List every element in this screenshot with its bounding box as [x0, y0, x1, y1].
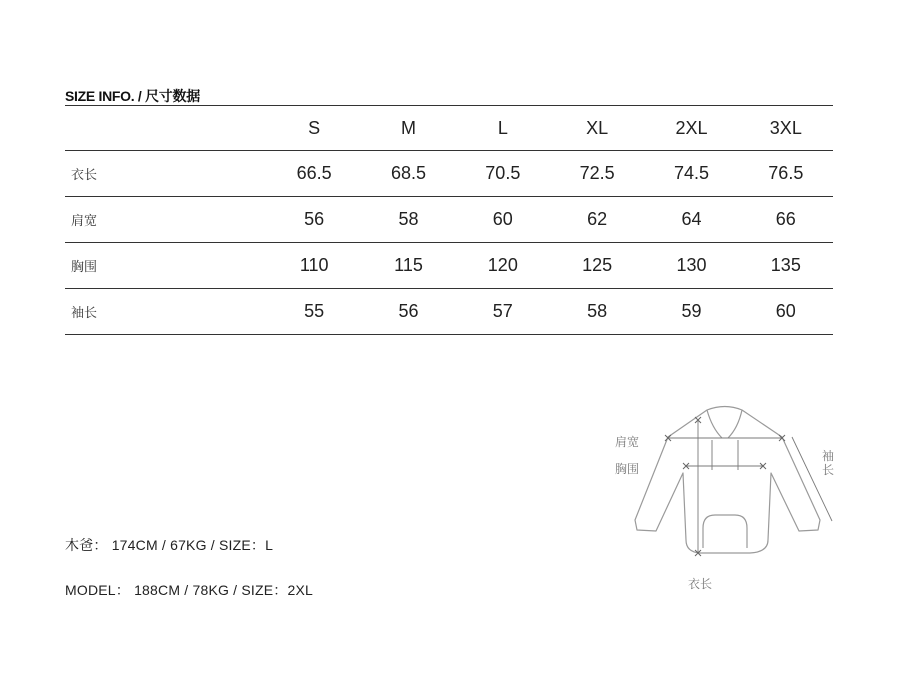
table-cell: 72.5	[550, 151, 644, 197]
table-cell: 58	[361, 197, 455, 243]
table-row	[65, 289, 833, 335]
table-cell: 110	[267, 243, 361, 289]
table-cell: 66	[739, 197, 833, 243]
table-cell: 58	[550, 289, 644, 335]
size-header: L	[456, 106, 550, 151]
table-cell: 130	[644, 243, 738, 289]
size-table	[65, 105, 833, 335]
table-cell: 56	[267, 197, 361, 243]
table-cell: 115	[361, 243, 455, 289]
table-corner-cell	[65, 106, 267, 151]
row-label: 胸围	[65, 243, 267, 289]
table-cell: 60	[739, 289, 833, 335]
table-cell: 55	[267, 289, 361, 335]
size-header: 3XL	[739, 106, 833, 151]
hoodie-measurement-diagram	[600, 395, 850, 605]
model-info-line: MODEL： 188CM / 78KG / SIZE：2XL	[65, 582, 313, 598]
table-cell: 120	[456, 243, 550, 289]
table-cell: 70.5	[456, 151, 550, 197]
table-cell: 62	[550, 197, 644, 243]
size-header: XL	[550, 106, 644, 151]
table-row	[65, 197, 833, 243]
table-cell: 125	[550, 243, 644, 289]
size-header: 2XL	[644, 106, 738, 151]
table-cell: 56	[361, 289, 455, 335]
row-label: 肩宽	[65, 197, 267, 243]
table-cell: 74.5	[644, 151, 738, 197]
table-cell: 57	[456, 289, 550, 335]
table-cell: 68.5	[361, 151, 455, 197]
row-label: 袖长	[65, 289, 267, 335]
size-header: S	[267, 106, 361, 151]
table-cell: 135	[739, 243, 833, 289]
row-label: 衣长	[65, 151, 267, 197]
table-row	[65, 243, 833, 289]
table-cell: 64	[644, 197, 738, 243]
model-info-line: 木爸： 174CM / 67KG / SIZE：L	[65, 537, 274, 553]
chest-label: 胸围	[615, 462, 640, 476]
sleeve-length-label: 袖长	[822, 449, 835, 477]
garment-length-label: 衣长	[688, 577, 713, 591]
measurement-lines	[668, 420, 832, 553]
table-cell: 76.5	[739, 151, 833, 197]
size-header: M	[361, 106, 455, 151]
shoulder-width-label: 肩宽	[615, 435, 640, 449]
size-header-row	[65, 106, 833, 151]
hoodie-outline	[635, 407, 820, 554]
table-cell: 66.5	[267, 151, 361, 197]
table-cell: 60	[456, 197, 550, 243]
table-row	[65, 151, 833, 197]
table-cell: 59	[644, 289, 738, 335]
size-info-title: SIZE INFO. / 尺寸数据	[65, 88, 200, 104]
